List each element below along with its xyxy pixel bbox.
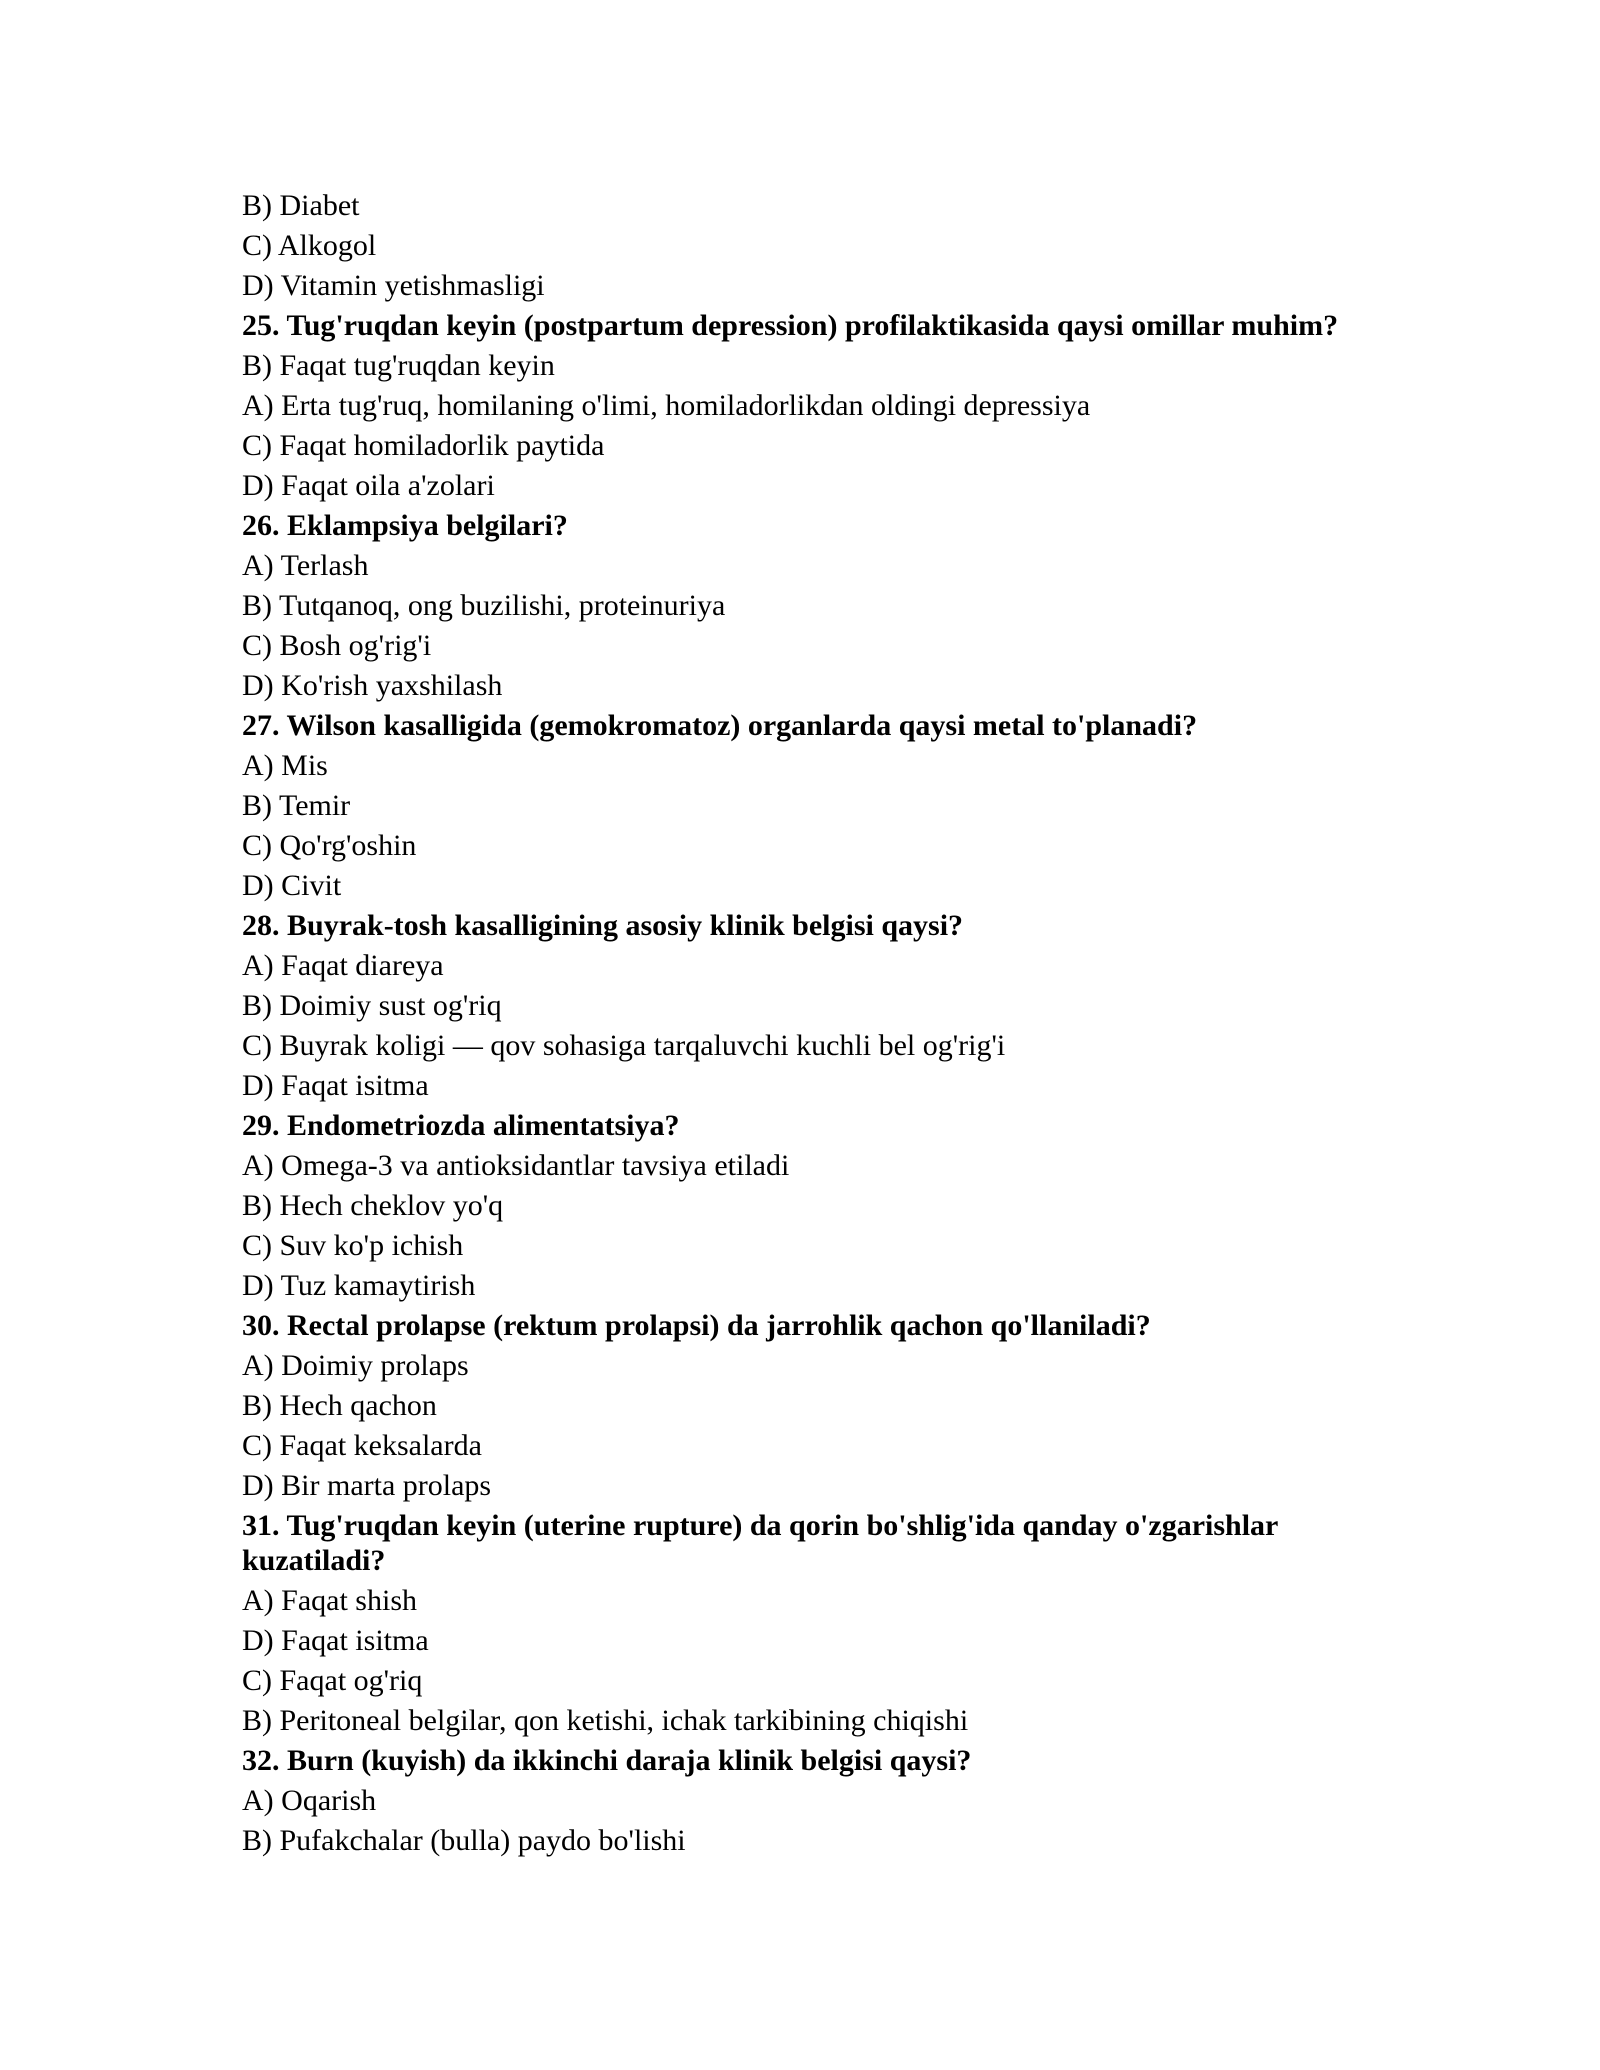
answer-option: A) Terlash [242,549,369,582]
answer-option: D) Ko'rish yaxshilash [242,669,503,702]
answer-option: B) Pufakchalar (bulla) paydo bo'lishi [242,1824,686,1857]
answer-option: D) Faqat oila a'zolari [242,469,495,502]
answer-option: A) Erta tug'ruq, homilaning o'limi, homiladorlikdan oldingi depressiya [242,389,1091,422]
question-text: 30. Rectal prolapse (rektum prolapsi) da jarrohlik qachon qo'llaniladi? [242,1309,1151,1342]
answer-option: B) Peritoneal belgilar, qon ketishi, ichak tarkibining chiqishi [242,1704,969,1737]
answer-option: D) Faqat isitma [242,1624,429,1657]
question-text: 29. Endometriozda alimentatsiya? [242,1109,680,1142]
answer-option: D) Tuz kamaytirish [242,1269,476,1302]
answer-option: C) Buyrak koligi — qov sohasiga tarqaluvchi kuchli bel og'rig'i [242,1029,1006,1062]
answer-option: A) Doimiy prolaps [242,1349,469,1382]
answer-option: C) Qo'rg'oshin [242,829,417,862]
answer-option: D) Vitamin yetishmasligi [242,269,545,302]
answer-option: B) Faqat tug'ruqdan keyin [242,349,555,382]
answer-option: D) Bir marta prolaps [242,1469,492,1502]
answer-option: C) Alkogol [242,229,377,262]
answer-option: C) Faqat og'riq [242,1664,423,1697]
answer-option: C) Faqat homiladorlik paytida [242,429,605,462]
answer-option: B) Diabet [242,189,360,222]
answer-option: B) Hech qachon [242,1389,437,1422]
answer-option: C) Faqat keksalarda [242,1429,482,1462]
answer-option: B) Hech cheklov yo'q [242,1189,504,1222]
question-text: 25. Tug'ruqdan keyin (postpartum depression) profilaktikasida qaysi omillar muhim? [242,309,1339,342]
answer-option: A) Faqat shish [242,1584,417,1617]
answer-option: A) Mis [242,749,328,782]
answer-option: C) Bosh og'rig'i [242,629,432,662]
answer-option: A) Faqat diareya [242,949,444,982]
question-text: 27. Wilson kasalligida (gemokromatoz) organlarda qaysi metal to'planadi? [242,709,1198,742]
answer-option: D) Faqat isitma [242,1069,429,1102]
answer-option: B) Tutqanoq, ong buzilishi, proteinuriya [242,589,726,622]
question-text: 31. Tug'ruqdan keyin (uterine rupture) da qorin bo'shlig'ida qanday o'zgarishlar kuzatiladi? [242,1509,1278,1577]
answer-option: A) Oqarish [242,1784,377,1817]
answer-option: A) Omega-3 va antioksidantlar tavsiya etiladi [242,1149,790,1182]
answer-option: C) Suv ko'p ichish [242,1229,464,1262]
answer-option: B) Doimiy sust og'riq [242,989,502,1022]
quiz-content [242,186,1402,1861]
answer-option: B) Temir [242,789,351,822]
question-text: 28. Buyrak-tosh kasalligining asosiy klinik belgisi qaysi? [242,909,964,942]
answer-option: D) Civit [242,869,342,902]
question-text: 26. Eklampsiya belgilari? [242,509,568,542]
question-text: 32. Burn (kuyish) da ikkinchi daraja klinik belgisi qaysi? [242,1744,972,1777]
